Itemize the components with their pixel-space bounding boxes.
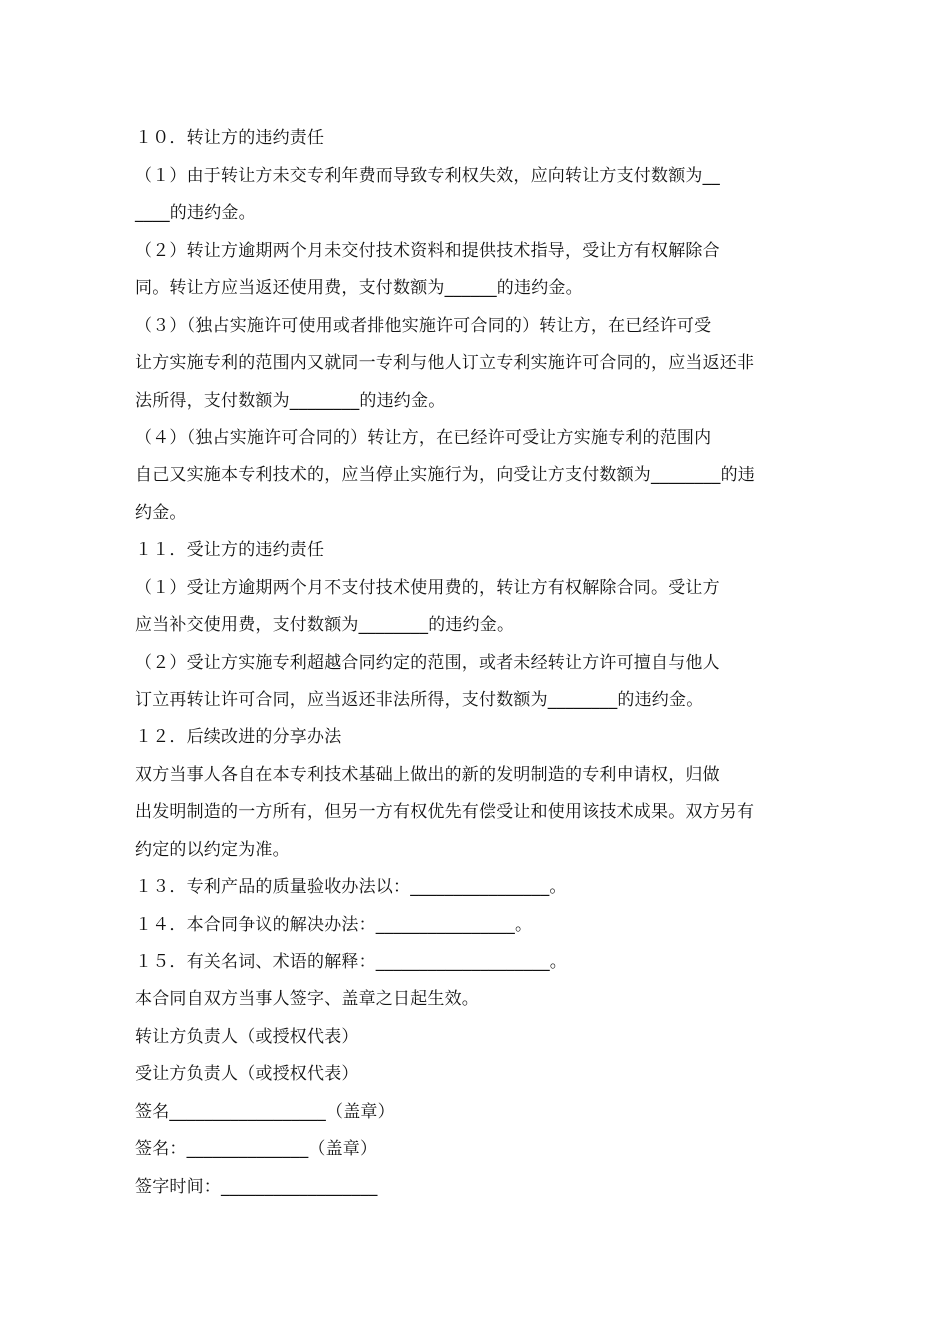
- signature-date-line: 签字时间：__________________: [135, 1177, 378, 1197]
- clause-12-line-1: 双方当事人各自在本专利技术基础上做出的新的发明制造的专利申请权，归做: [135, 765, 720, 785]
- clause-10-3-line-2: 让方实施专利的范围内又就同一专利与他人订立专利实施许可合同的，应当返还非: [135, 353, 755, 373]
- clause-10-3-line-3: 法所得，支付数额为________的违约金。: [135, 391, 446, 411]
- section-10-heading: １０．转让方的违约责任: [135, 128, 325, 148]
- clause-10-1-line-1: （１）由于转让方未交专利年费而导致专利权失效，应向转让方支付数额为__: [135, 166, 720, 186]
- signature-line-2: 签名：______________（盖章）: [135, 1139, 378, 1159]
- clause-10-4-line-1: （４）（独占实施许可合同的）转让方，在已经许可受让方实施专利的范围内: [135, 428, 712, 448]
- clause-10-1-line-2: ____的违约金。: [135, 203, 256, 223]
- clause-10-4-line-3: 约金。: [135, 503, 187, 523]
- signature-line-1: 签名__________________（盖章）: [135, 1102, 395, 1122]
- clause-10-3-line-1: （３）（独占实施许可使用或者排他实施许可合同的）转让方，在已经许可受: [135, 316, 712, 336]
- section-15-line: １５．有关名词、术语的解释：____________________。: [135, 952, 567, 972]
- clause-12-line-2: 出发明制造的一方所有，但另一方有权优先有偿受让和使用该技术成果。双方另有: [135, 802, 755, 822]
- effective-clause: 本合同自双方当事人签字、盖章之日起生效。: [135, 989, 479, 1009]
- clause-12-line-3: 约定的以约定为准。: [135, 840, 290, 860]
- clause-10-2-line-1: （２）转让方逾期两个月未交付技术资料和提供技术指导，受让方有权解除合: [135, 241, 720, 261]
- clause-11-2-line-2: 订立再转让许可合同，应当返还非法所得，支付数额为________的违约金。: [135, 690, 704, 710]
- transferor-representative: 转让方负责人（或授权代表）: [135, 1027, 359, 1047]
- clause-11-2-line-1: （２）受让方实施专利超越合同约定的范围，或者未经转让方许可擅自与他人: [135, 653, 720, 673]
- section-11-heading: １１．受让方的违约责任: [135, 540, 325, 560]
- section-12-heading: １２．后续改进的分享办法: [135, 727, 342, 747]
- clause-10-2-line-2: 同。转让方应当返还使用费，支付数额为______的违约金。: [135, 278, 583, 298]
- clause-11-1-line-1: （１）受让方逾期两个月不支付技术使用费的，转让方有权解除合同。受让方: [135, 578, 720, 598]
- section-14-line: １４．本合同争议的解决办法：________________。: [135, 915, 533, 935]
- transferee-representative: 受让方负责人（或授权代表）: [135, 1064, 359, 1084]
- section-13-line: １３．专利产品的质量验收办法以：________________。: [135, 877, 567, 897]
- clause-11-1-line-2: 应当补交使用费，支付数额为________的违约金。: [135, 615, 515, 635]
- clause-10-4-line-2: 自己又实施本专利技术的，应当停止实施行为，向受让方支付数额为________的违: [135, 465, 755, 485]
